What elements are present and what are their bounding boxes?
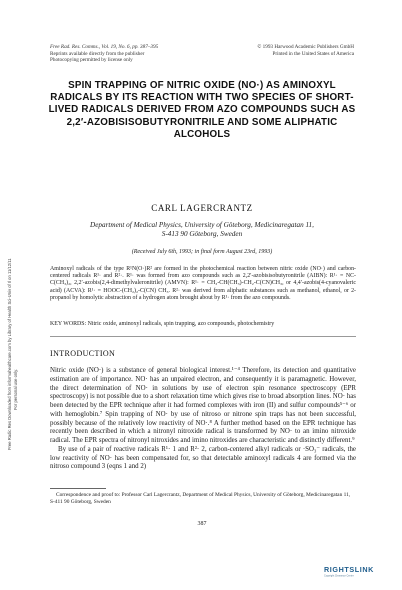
publisher-header (222, 44, 354, 57)
download-notice: Free Radic Res Downloaded from informahealthcare.com by Library of Health Sci-Univ of Il on 11/12/11 (7, 258, 12, 450)
footnote-divider (50, 488, 106, 489)
section-divider (50, 336, 356, 337)
page-number: 387 (197, 521, 207, 527)
rightslink-logo (324, 564, 386, 578)
reprints-note: Reprints available directly from the publisher (50, 50, 145, 57)
photocopying-note: Photocopying permitted by license only (50, 57, 133, 64)
journal-citation: Free Rad. Res. Comms., Vol. 19, No. 6, pp. 387–395 (50, 44, 159, 50)
received-dates: (Received July 6th, 1993; in final form August 23rd, 1993) (131, 249, 273, 255)
author-affiliation (48, 221, 356, 239)
copyright-line: © 1993 Harwood Academic Publishers GmbH (257, 44, 354, 50)
body-paragraph-2: By use of a pair of reactive radicals R¹· 1 and R²· 2, carbon-centered alkyl radicals or ·SO₃⁻ radicals, the low reactivity of NO· has been compensated for, so that detectable aminoxyl radicals 4 are formed via the nitroso compound 3 (eqns 1 and 2) (50, 445, 356, 471)
section-heading: INTRODUCTION (50, 349, 116, 358)
download-margin-note (3, 150, 27, 450)
correspondence-footnote: Correspondence and proof to: Professor Carl Lagercrantz, Department of Medical Physics, University of Göteborg, Medicinaregatan 11, S-411 90 Göteborg, Sweden (50, 492, 351, 505)
body-paragraph-1: Nitric oxide (NO·) is a substance of general biological interest.¹⁻⁴ Therefore, its detection and quantitative estimation are of importance. NO· has an unpaired electron, and consequently it is paramagnetic. However, the direct determination of NO· in solutions by use of electron spin resonance spectroscopy (EPR spectroscopy) is not possible due to a short relaxation time which gives rise to broad absorption lines. NO· has been detected by the EPR technique after it had formed complexes with iron (II) and sulfur compounds⁵⁻⁶ or with hemoglobin.⁷ Spin trapping of NO· by use of nitroso or nitrone spin traps has not been successful, possibly because of the relatively low reactivity of NO·.⁸ A further method based on the EPR technique has recently been described in which a nitronyl nitroxide radical is transformed by NO· to an imino nitroxide radical. The EPR spectra of nitronyl nitroxides and imino nitroxides are characteristic and distinctly different.⁹ (50, 367, 356, 444)
author-name: CARL LAGERCRANTZ (151, 203, 253, 213)
article-title: SPIN TRAPPING OF NITRIC OXIDE (NO·) AS AMINOXYL RADICALS BY ITS REACTION WITH TWO SPECIES OF SHORT-LIVED RADICALS DERIVED FROM AZO COMPOUNDS SUCH AS 2,2′-AZOBISISOBUTYRONITRILE AND SOME ALIPHATIC ALCOHOLS (48, 80, 356, 140)
journal-header (50, 44, 220, 64)
rightslink-logo-graphic (324, 564, 386, 578)
printed-line: Printed in the United States of America (272, 50, 354, 57)
abstract: Aminoxyl radicals of the type R¹N(O·)R² are formed in the photochemical reaction between nitric oxide (NO·) and carbon-centered radicals R¹· and R²·. R¹· was formed from azo compounds such as 2,2′-azobisisobutyronitrile (AIBN): R¹· = NC-C(CH₃)₂, 2,2′-azobis(2,4-dimethylvaleronitrile) (AMVN): R¹· = CH₃-CH(CH₃)-CH₂-C(CN)CH₃, or 4,4′-azobis(4-cyanovaleric acid) (ACVA): R¹· = HOOC-(CH₂)₂-C(CN) CH₃. R²· was derived from aliphatic substances such as methanol, ethanol, or 2-propanol by homolytic abstraction of a hydrogen atom brought about by R¹· from the azo compounds. (50, 266, 356, 301)
affiliation-line-1: Department of Medical Physics, University of Göteborg, Medicinaregatan 11, (90, 221, 314, 229)
rightslink-logo-text: RIGHTSLINK (324, 565, 374, 574)
rightslink-tagline: Copyright Clearance Center (324, 574, 354, 578)
affiliation-line-2: S-413 90 Göteborg, Sweden (161, 230, 243, 238)
keywords: KEY WORDS: Nitric oxide, aminoxyl radicals, spin trapping, azo compounds, photochemistry (50, 321, 275, 327)
personal-use-notice: For personal use only. (13, 368, 18, 410)
body-text (50, 367, 356, 472)
